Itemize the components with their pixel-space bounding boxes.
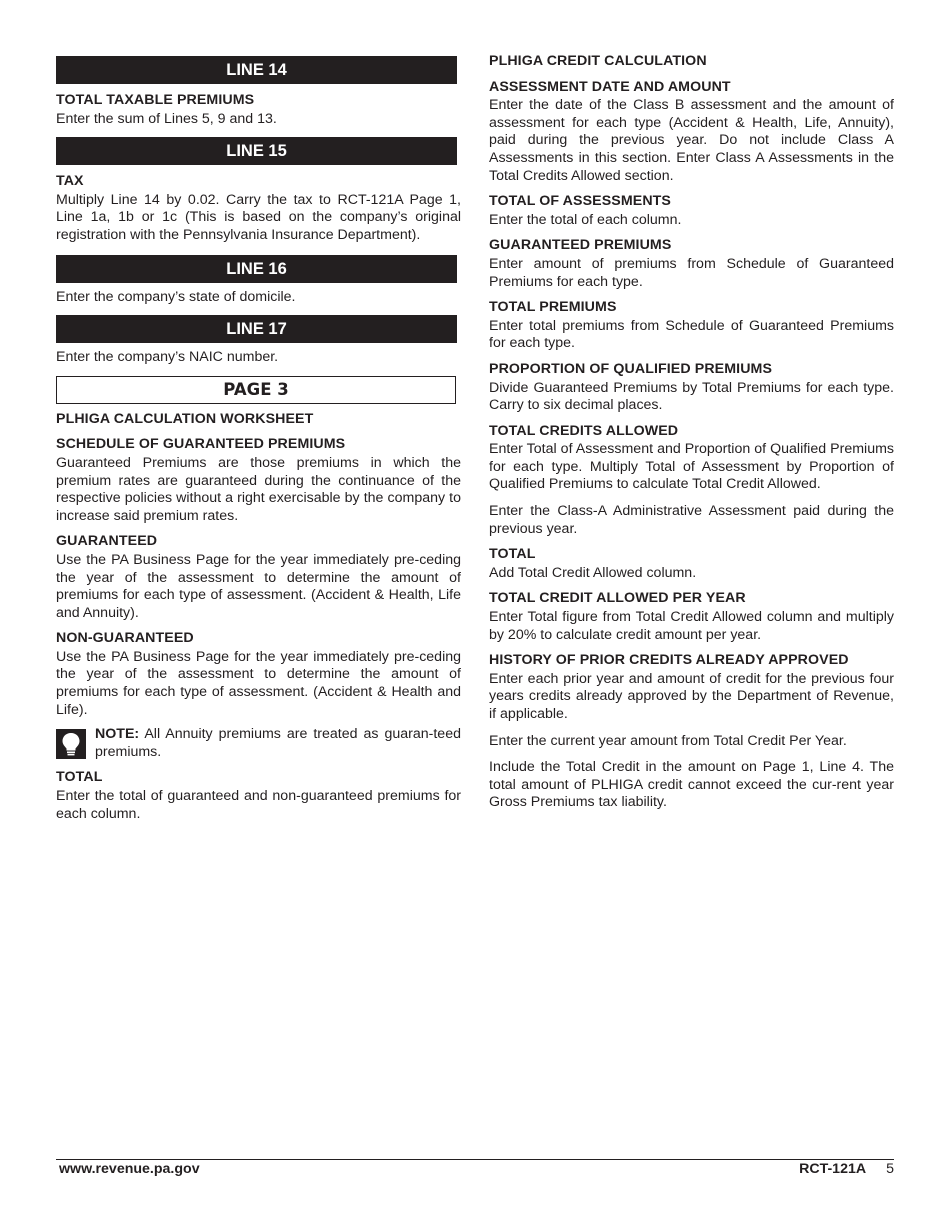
credit-calc-heading: PLHIGA CREDIT CALCULATION [489,53,707,69]
proportion-heading: PROPORTION OF QUALIFIED PREMIUMS [489,360,773,377]
guaranteed-text: Use the PA Business Page for the year immediately pre-ceding the year of the assessment to determine the amount of premiums for each type of assessment. (Accident & Health, Life and Annuity). [56,551,461,621]
right-column [489,52,894,812]
credits-allowed-text-2: Enter the Class-A Administrative Assessment paid during the previous year. [489,503,894,537]
line-15-heading: TAX [56,173,84,190]
total-credit-text: Add Total Credit Allowed column. [489,564,697,581]
guaranteed-premiums-heading: GUARANTEED PREMIUMS [489,237,672,254]
line-15-bar: LINE 15 [56,137,457,165]
line-17-bar: LINE 17 [56,315,457,343]
per-year-text: Enter Total figure from Total Credit Allowed column and multiply by 20% to calculate credit amount per year. [489,609,894,643]
guaranteed-heading: GUARANTEED [56,533,158,550]
total-premiums-heading: TOTAL PREMIUMS [489,299,617,316]
history-text-1: Enter each prior year and amount of credit for the previous four years credits already approved by the Department of Revenue, if applicable. [489,670,894,722]
history-text-3: Include the Total Credit in the amount on Page 1, Line 4. The total amount of PLHIGA credit cannot exceed the cur-rent year Gross Premiums tax liability. [489,759,894,811]
assessment-text: Enter the date of the Class B assessment and the amount of assessment for each type (Accident & Health, Life, Annuity), paid during the previous year. Do not include Class A Assessments in this section. Enter Class A Assessments in the Total Credits Allowed section. [489,97,894,184]
footer-form-id: RCT-121A [799,1161,867,1177]
schedule-heading: SCHEDULE OF GUARANTEED PREMIUMS [56,436,346,453]
proportion-text: Divide Guaranteed Premiums by Total Premiums for each type. Carry to six decimal places. [489,379,894,414]
note-label: NOTE: [95,726,140,743]
total-assessments-text: Enter the total of each column. [489,211,682,228]
worksheet-heading: PLHIGA CALCULATION WORKSHEET [56,410,314,427]
line-14-text: Enter the sum of Lines 5, 9 and 13. [56,110,277,127]
left-column [56,52,461,823]
total-assessments-heading: TOTAL OF ASSESSMENTS [489,193,671,210]
guaranteed-premiums-text: Enter amount of premiums from Schedule of Guaranteed Premiums for each type. [489,255,894,290]
line-15-text: Multiply Line 14 by 0.02. Carry the tax to RCT-121A Page 1, Line 1a, 1b or 1c (This is based on the company’s original registration with the Pennsylvania Insurance Department). [56,191,461,243]
non-guaranteed-heading: NON-GUARANTEED [56,630,194,647]
total-text: Enter the total of guaranteed and non-guaranteed premiums for each column. [56,788,461,822]
footer-page-number: 5 [886,1161,894,1177]
line-14-heading: TOTAL TAXABLE PREMIUMS [56,92,255,108]
footer-website[interactable]: www.revenue.pa.gov [59,1161,200,1177]
history-text-2: Enter the current year amount from Total Credit Per Year. [489,732,847,749]
schedule-text: Guaranteed Premiums are those premiums in which the premium rates are guaranteed during the continuance of the respective policies without a right exercisable by the company to increase said premium rates. [56,454,461,524]
total-credit-heading: TOTAL [489,546,536,563]
note-block [56,726,461,761]
page-3-box: PAGE 3 [56,376,456,404]
footer-divider [56,1159,894,1160]
line-16-text: Enter the company’s state of domicile. [56,288,296,305]
credits-allowed-text-1: Enter Total of Assessment and Proportion of Qualified Premiums for each type. Multiply Total of Assessment by Proportion of Qualified Premiums to calculate Total Credit Allowed. [489,441,894,493]
line-16-bar: LINE 16 [56,255,457,283]
credits-allowed-heading: TOTAL CREDITS ALLOWED [489,422,679,439]
non-guaranteed-text: Use the PA Business Page for the year immediately pre-ceding the year of the assessment to determine the amount of premiums for each type of assessment. (Accident & Health and Life). [56,648,461,718]
lightbulb-icon [56,729,86,759]
history-heading: HISTORY OF PRIOR CREDITS ALREADY APPROVED [489,652,849,669]
assessment-heading: ASSESSMENT DATE AND AMOUNT [489,78,731,95]
total-premiums-text: Enter total premiums from Schedule of Guaranteed Premiums for each type. [489,317,894,352]
note-body: All Annuity premiums are treated as guaran-teed premiums. [95,726,461,760]
footer-right [799,1161,894,1179]
line-14-bar: LINE 14 [56,56,457,84]
note-text [95,726,461,761]
total-heading: TOTAL [56,769,103,786]
line-17-text: Enter the company’s NAIC number. [56,349,279,366]
per-year-heading: TOTAL CREDIT ALLOWED PER YEAR [489,590,746,607]
